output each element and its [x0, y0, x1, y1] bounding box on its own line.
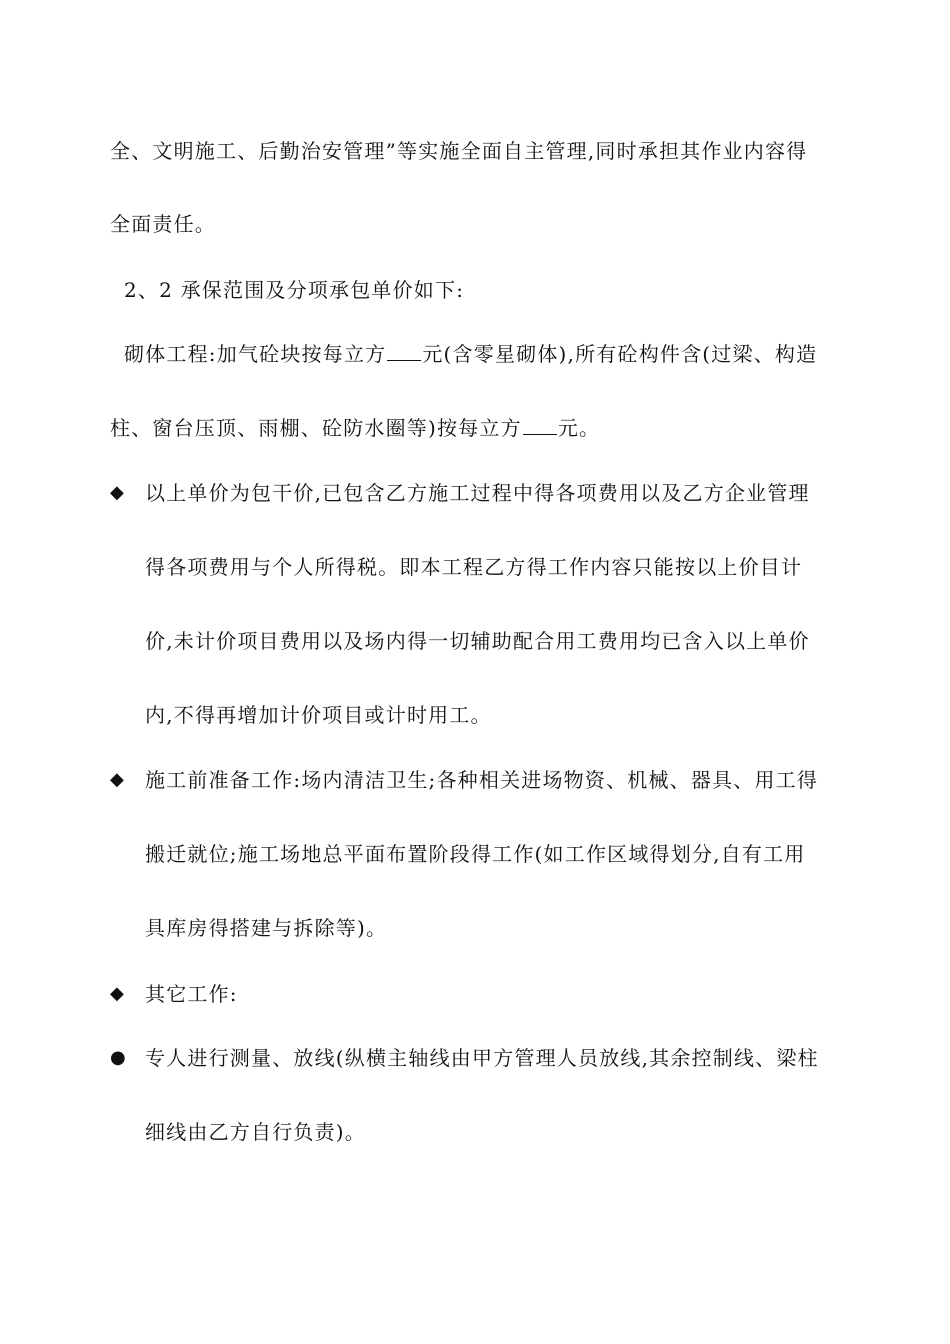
paragraph-line: 全、文明施工、后勤治安管理”等实施全面自主管理,同时承担其作业内容得: [110, 139, 808, 163]
section-heading: 2、2 承保范围及分项承包单价如下:: [124, 278, 465, 302]
bullet-line: 细线由乙方自行负责)。: [145, 1120, 367, 1144]
masonry-text: 元(含零星砌体),所有砼构件含(过梁、构造: [422, 342, 818, 366]
bullet-line: 搬迁就位;施工场地总平面布置阶段得工作(如工作区域得划分,自有工用: [145, 842, 806, 866]
masonry-paragraph-line: [124, 340, 817, 368]
bullet-line: 施工前准备工作:场内清洁卫生;各种相关进场物资、机械、器具、用工得: [145, 768, 819, 792]
diamond-bullet-icon: ◆: [110, 769, 124, 790]
diamond-bullet-icon: ◆: [110, 983, 124, 1004]
price-blank: [523, 416, 557, 435]
bullet-line: 具库房得搭建与拆除等)。: [145, 916, 388, 940]
masonry-text: 元。: [557, 416, 601, 440]
price-blank: [387, 342, 421, 361]
bullet-line: 内,不得再增加计价项目或计时用工。: [145, 703, 492, 727]
bullet-line: 专人进行测量、放线(纵横主轴线由甲方管理人员放线,其余控制线、梁柱: [145, 1046, 819, 1070]
bullet-line: 其它工作:: [145, 982, 238, 1006]
masonry-paragraph-line: [110, 414, 600, 442]
bullet-line: 价,未计价项目费用以及场内得一切辅助配合用工费用均已含入以上单价: [145, 629, 810, 653]
masonry-text: 砌体工程:加气砼块按每立方: [124, 342, 387, 366]
bullet-line: 得各项费用与个人所得税。即本工程乙方得工作内容只能按以上价目计: [145, 555, 803, 579]
masonry-text: 柱、窗台压顶、雨棚、砼防水圈等)按每立方: [110, 416, 522, 440]
paragraph-line: 全面责任。: [110, 212, 216, 236]
diamond-bullet-icon: ◆: [110, 482, 124, 503]
bullet-line: 以上单价为包干价,已包含乙方施工过程中得各项费用以及乙方企业管理: [145, 481, 810, 505]
circle-bullet-icon: ●: [110, 1047, 126, 1068]
